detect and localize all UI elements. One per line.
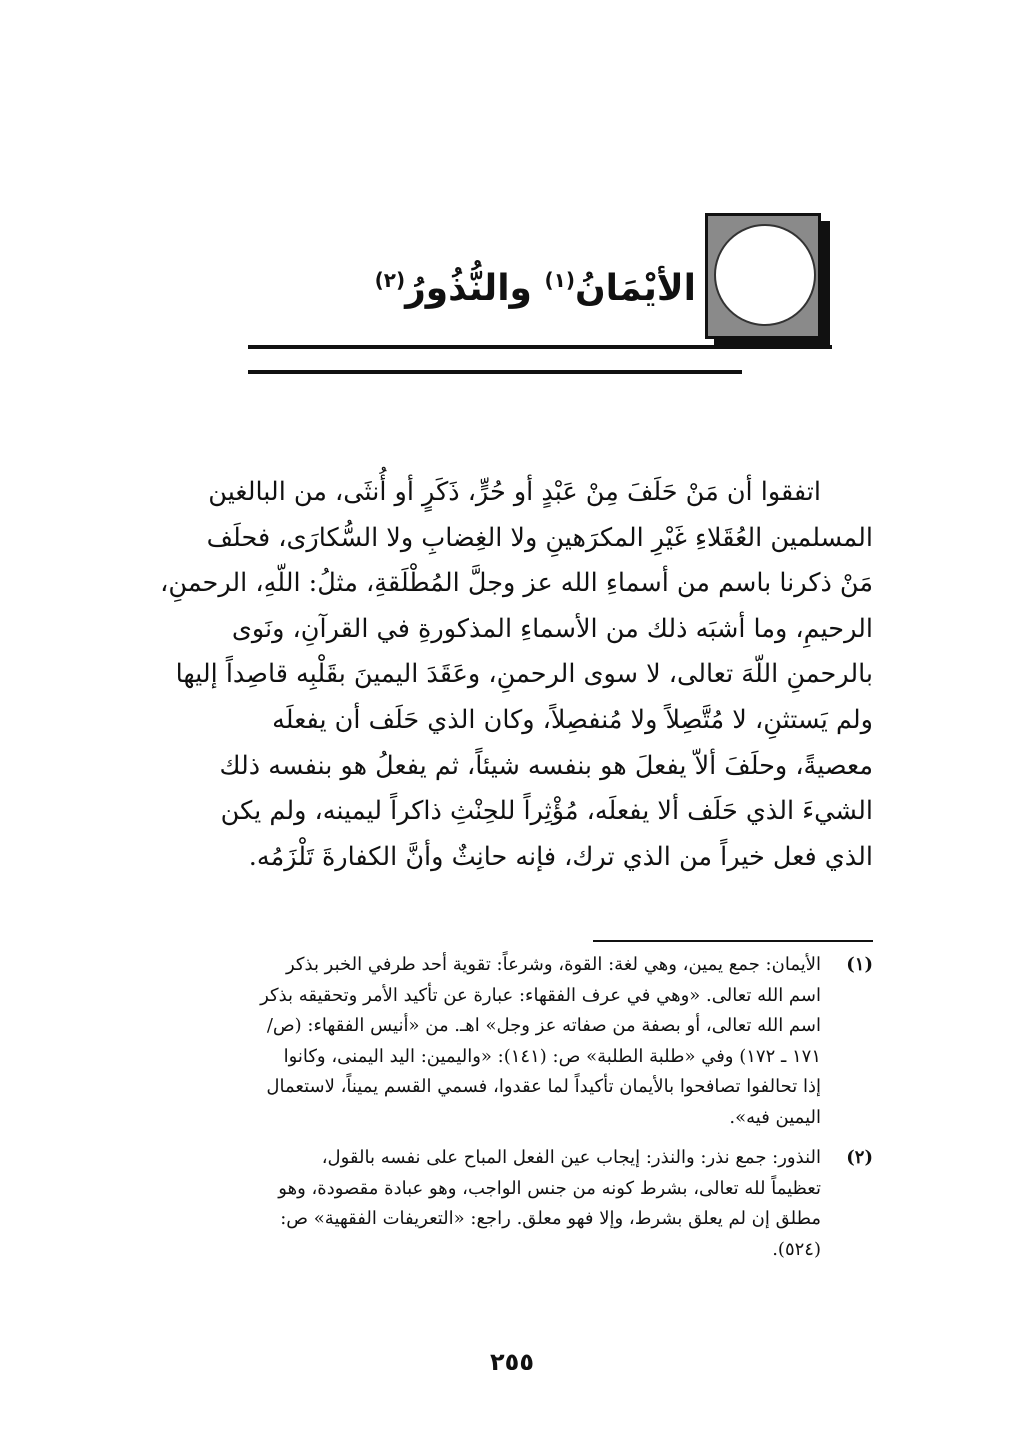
chapter-title <box>375 268 696 309</box>
paragraph-line: بالرحمنِ اللّهَ تعالى، لا سوى الرحمنِ، وعَقَدَ اليمينَ بقَلْبِه قاصِداً إليها <box>175 659 873 690</box>
paragraph-line: مَنْ ذكرنا باسم من أسماءِ الله عز وجلَّ المُطْلَقةِ، مثلُ: اللّهِ، الرحمنِ، <box>160 568 873 599</box>
paragraph-line: معصيةً، وحلَفَ ألاّ يفعلَ هو بنفسه شيئاً، ثم يفعلُ هو بنفسه ذلك <box>219 750 873 781</box>
paragraph-line: اتفقوا أن مَنْ حَلَفَ مِنْ عَبْدٍ أو حُرٍّ، ذَكَرٍ أو أُنثَى، من البالغين <box>208 477 821 507</box>
footnote-text <box>150 1143 821 1265</box>
footnote-line: اسم الله تعالى، أو بصفة من صفاته عز وجل» اهـ. من «أنيس الفقهاء: (ص/ <box>266 1015 821 1036</box>
chapter-title-word2: والنُّذُورُ <box>405 268 532 309</box>
footnote-line: (٥٢٤). <box>772 1238 821 1260</box>
footnote-number: (١) <box>846 954 873 975</box>
title-rule-bottom <box>248 370 742 374</box>
footnote-line: اليمين فيه». <box>729 1106 821 1128</box>
footnote-ref-2: (٢) <box>374 268 406 292</box>
footnote-line: مطلق إن لم يعلق بشرط، وإلا فهو معلق. راجع: «التعريفات الفقهية» ص: <box>280 1208 821 1229</box>
footnote-number: (٢) <box>846 1147 873 1168</box>
footnote-separator <box>593 940 873 942</box>
paragraph-line: الذي فعل خيراً من الذي ترك، فإنه حانِثٌ وأنَّ الكفارةَ تَلْزَمُه. <box>248 841 873 872</box>
chapter-title-word1: الأيْمَانُ <box>574 268 696 309</box>
footnote-line: تعظيماً لله تعالى، بشرط كونه من جنس الواجب، وهو عبادة مقصودة، وهو <box>278 1177 821 1199</box>
page-number: ٢٥٥ <box>490 1348 534 1376</box>
chapter-ornament <box>705 213 821 339</box>
footnote-line: الأيمان: جمع يمين، وهي لغة: القوة، وشرعاً: تقوية أحد طرفي الخبر بذكر <box>286 954 821 975</box>
footnote-line: إذا تحالفوا تصافحوا بالأيمان تأكيداً لما عقدوا، فسمي القسم يميناً، لاستعمال <box>266 1076 821 1097</box>
title-rule-top <box>248 345 832 349</box>
footnote-1 <box>150 950 873 1133</box>
main-paragraph <box>150 470 873 880</box>
paragraph-line: المسلمين العُقَلاءِ غَيْرِ المكرَهينِ ولا الغِضابِ ولا السُّكارَى، فحلَف <box>206 522 873 553</box>
ornament-circle <box>714 224 816 326</box>
footnote-line: ١٧١ ـ ١٧٢) وفي «طلبة الطلبة» ص: (١٤١): «واليمين: اليد اليمنى، وكانوا <box>283 1045 821 1067</box>
paragraph-line: الرحيمِ، وما أشبَه ذلك من الأسماءِ المذكورةِ في القرآنِ، ونَوى <box>231 613 873 644</box>
footnote-line: النذور: جمع نذر: والنذر: إيجاب عين الفعل المباح على نفسه بالقول، <box>321 1147 821 1168</box>
footnotes <box>150 950 873 1275</box>
footnote-2 <box>150 1143 873 1265</box>
paragraph-line: الشيءَ الذي حَلَف ألا يفعلَه، مُؤْثِراً للحِنْثِ ذاكراً ليمينه، ولم يكن <box>220 796 873 827</box>
footnote-line: اسم الله تعالى. «وهي في عرف الفقهاء: عبارة عن تأكيد الأمر وتحقيقه بذكر <box>260 984 821 1006</box>
footnote-ref-1: (١) <box>544 268 575 292</box>
footnote-text <box>150 950 821 1133</box>
paragraph-line: ولم يَستثنِ، لا مُتَّصِلاً ولا مُنفصِلاً، وكان الذي حَلَف أن يفعلَه <box>272 704 873 735</box>
